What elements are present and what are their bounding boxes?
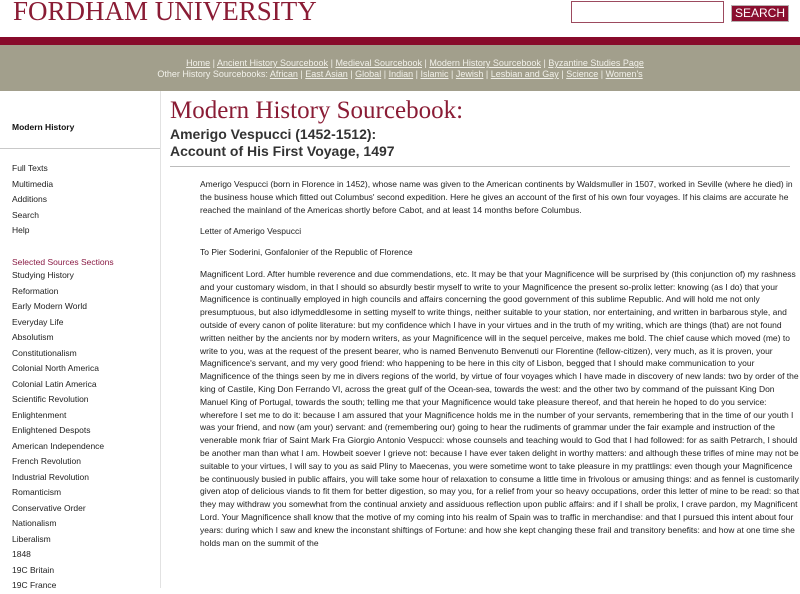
nav-link-medieval[interactable]: Medieval Sourcebook [335,58,422,68]
nav-separator: | [451,69,454,79]
sourcebook-nav [0,45,800,91]
nav-separator: | [330,58,333,68]
sidebar-item[interactable]: Conservative Order [12,502,86,513]
sidebar-item-help[interactable]: Help [12,225,30,235]
sidebar [0,91,161,588]
search-input[interactable] [571,1,724,23]
sidebar-item[interactable]: Everyday Life [12,316,64,327]
sidebar-section-links [12,268,104,594]
sidebar-item-search[interactable]: Search [12,209,39,220]
sidebar-item[interactable]: Constitutionalism [12,347,77,358]
site-header [0,0,800,37]
document-title-line-1: Amerigo Vespucci (1452-1512): [170,126,377,142]
nav-link-african[interactable]: African [269,69,298,79]
sidebar-section-heading: Selected Sources Sections [12,257,114,267]
sidebar-item-additions[interactable]: Additions [12,194,47,204]
sidebar-item[interactable]: 1848 [12,549,31,559]
nav-separator: | [383,69,387,79]
document-body [200,178,800,558]
nav-separator: | [561,69,564,79]
sidebar-top-links [12,161,53,239]
nav-separator: | [350,69,353,79]
letter-heading: Letter of Amerigo Vespucci [200,225,302,236]
document-title-line-2: Account of His First Voyage, 1497 [170,143,395,159]
sidebar-item[interactable]: Colonial North America [12,363,99,373]
sidebar-item[interactable]: Romanticism [12,487,62,497]
sidebar-divider [0,148,160,149]
sidebar-item[interactable]: 19C France [12,580,57,590]
nav-link-modern[interactable]: Modern History Sourcebook [429,58,541,68]
title-divider [170,166,790,167]
page-title: Modern History Sourcebook: [170,97,464,124]
sidebar-item[interactable]: Enlightenment [12,409,67,420]
search-button[interactable]: SEARCH [731,5,789,22]
sidebar-item[interactable]: American Independence [12,440,105,451]
nav-separator: | [543,58,546,68]
nav-other-label: Other History Sourcebooks: [157,69,268,79]
nav-row-other [0,69,800,79]
nav-link-home[interactable]: Home [186,58,211,68]
nav-separator: | [300,69,303,79]
nav-link-jewish[interactable]: Jewish [455,69,484,79]
fordham-logo[interactable]: FORDHAM UNIVERSITY [13,0,317,26]
sidebar-item[interactable]: Nationalism [12,518,57,528]
nav-link-islamic[interactable]: Islamic [420,69,449,79]
letter-paragraph: Magnificent Lord. After humble reverence and due commendations, etc. It may be that your Magnificence will be surprised by (this conjunction of) my rashness and your customary wisdom, in that I should so absurdly bestir myself to write to your Magnificence the present so-prolix letter: knowing (as I do) that your Magnificence is continually employed in high councils and affairs concerning the good government of this sublime Republic. And will hold me not only presumptuous, but also idlymeddlesome in setting myself to write things, neither suitable to your station, nor entertaining, and written in barbarous style, and outside of every canon of polite literature: but my confidence which I have in your virtues and in the truth of my writing, which are things (that) are not found written neither by the ancients nor by modern writers, as your Magnificence will in the sequel perceive, makes me bold. The chief cause which moved (me) to write to you, was at the request of the present bearer, who is named Benvenuto Benvenuti our Florentine (fellow-citizen), very much, as it is proven, your Magnificence's servant, and my very good friend: who happening to be here in this city of Lisbon, begged that I should make communication to your Magnificence of the things seen by me in divers regions of the world, by virtue of four voyages which I have made in discovery of new lands: two by order of the king of Castile, King Don Ferrando VI, across the great gulf of the Ocean-sea, towards the west: and the other two by command of the puissant King Don Manuel King of Portugal, towards the south; telling me that your Magnificence would take pleasure thereof, and that herein he hoped to do you service: wherefore I set me to do it: because I am assured that your Magnificence holds me in the number of your servants, remembering that in the time of our youth I was your friend, and now (am your) servant: and (remembering our) going to hear the rudiments of grammar under the fair example and instruction of the venerable monk friar of Saint Mark Fra Giorgio Antonio Vespucci: whose counsels and teaching would to God that I had followed: for as saith Petrarch, I should be another man than what I am. Howbeit soever I grieve not: because I have ever taken delight in worthy matters: and although these trifles of mine may not be suitable to your virtues, I will say to you as said Pliny to Maecenas, you were sometime wont to take pleasure in my prattlings: even though your Magnificence be continuously busied in public affairs, you will take some hour of relaxation to consume a little time in frivolous or amusing things: and as fennel is customarily given atop of delicious viands to fit them for better digestion, so may you, for a relief from your so heavy occupations, order this letter of mine to be read: so that they may withdraw you somewhat from the continual anxiety and assiduous reflection upon public affairs: and if I shall be prolix, I crave pardon, my Magnificent Lord. Your Magnificence shall know that the motive of my coming into his realm of Spain was to traffic in merchandise: and that I pursued this intent about four years: during which I saw and knew the inconstant shiftings of Fortune: and how she kept changing these frail and transitory benefits: and how at one time she holds man on the summit of the [200,268,800,548]
nav-link-east-asian[interactable]: East Asian [305,69,348,79]
sidebar-item[interactable]: Scientific Revolution [12,394,89,404]
nav-row-main [0,58,800,68]
nav-separator: | [424,58,427,68]
sidebar-item[interactable]: Industrial Revolution [12,471,90,482]
sidebar-item[interactable]: Studying History [12,270,74,280]
header-divider-bar [0,37,800,45]
sidebar-item[interactable]: Colonial Latin America [12,378,97,389]
nav-separator: | [600,69,604,79]
nav-link-science[interactable]: Science [566,69,599,79]
sidebar-item[interactable]: Reformation [12,285,59,296]
sidebar-item-full-texts[interactable]: Full Texts [12,163,48,173]
nav-link-womens[interactable]: Women's [605,69,643,79]
document-title [170,126,395,160]
sidebar-item[interactable]: French Revolution [12,456,81,466]
intro-paragraph: Amerigo Vespucci (born in Florence in 1452), whose name was given to the American continents by Waldsmuller in 1507, worked in Seville (where he died) in the business house which fitted out Columbus' second expedition. Here he gives an account of the first of his own four voyages. If his claims are accurate he reached the mainland of the Americas shortly before Cabot, and at least 14 months before Columbus. [200,179,793,215]
letter-addressee: To Pier Soderini, Gonfalonier of the Republic of Florence [200,247,413,258]
sidebar-item[interactable]: Liberalism [12,533,51,544]
nav-link-ancient[interactable]: Ancient History Sourcebook [217,58,329,68]
nav-link-global[interactable]: Global [355,69,382,79]
nav-link-byzantine[interactable]: Byzantine Studies Page [548,58,644,68]
nav-link-lesbian-gay[interactable]: Lesbian and Gay [490,69,559,79]
nav-separator: | [485,69,489,79]
nav-link-indian[interactable]: Indian [388,69,414,79]
nav-separator: | [415,69,418,79]
sidebar-title[interactable]: Modern History [12,122,75,132]
sidebar-item[interactable]: 19C Britain [12,564,55,575]
sidebar-item[interactable]: Early Modern World [12,301,87,311]
nav-separator: | [212,58,215,68]
sidebar-item-multimedia[interactable]: Multimedia [12,178,54,189]
sidebar-item[interactable]: Enlightened Despots [12,425,91,435]
sidebar-item[interactable]: Absolutism [12,332,54,342]
